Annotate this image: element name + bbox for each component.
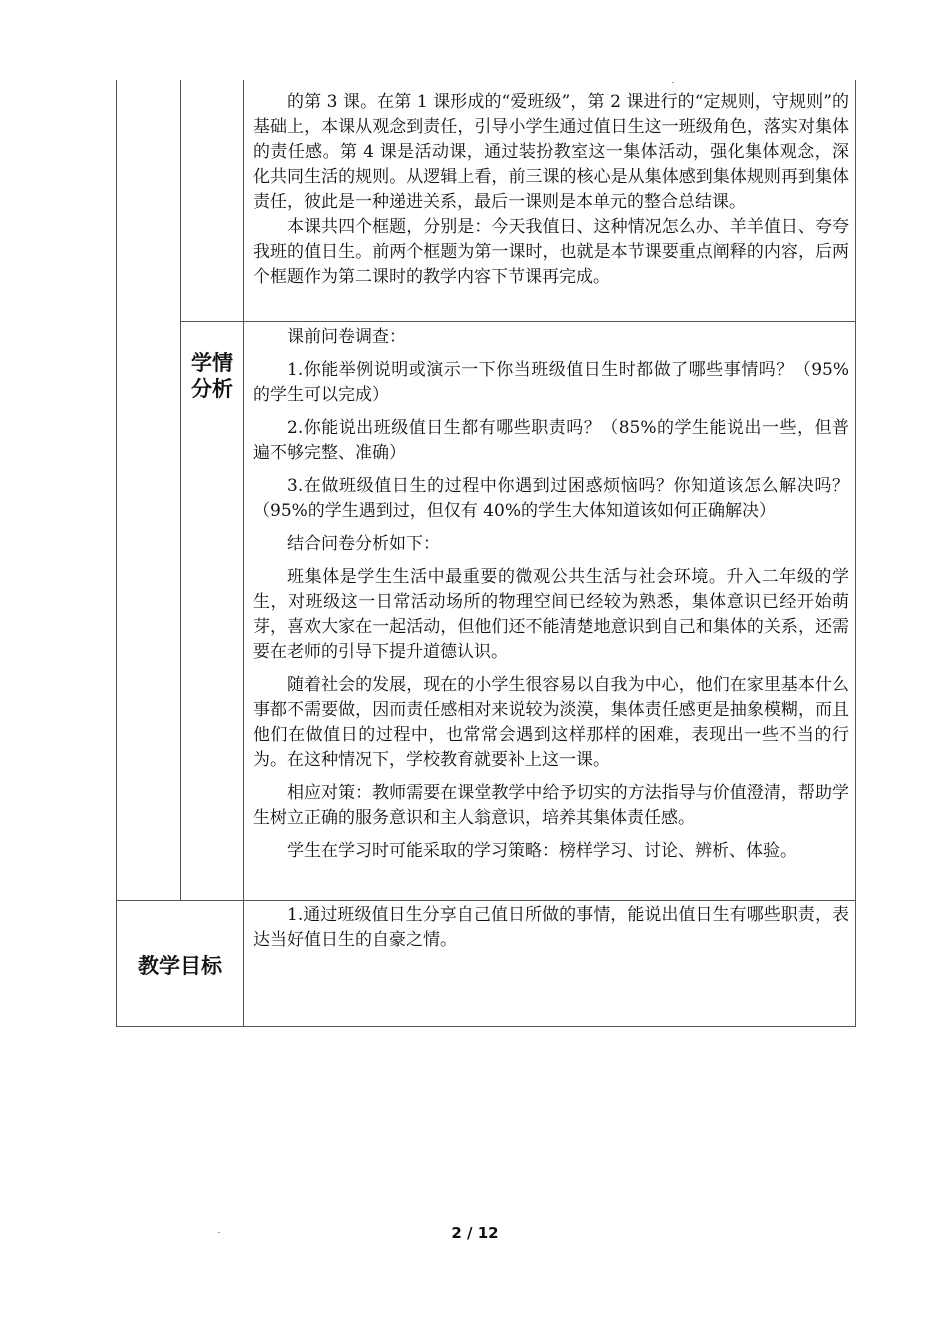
table-row-divider-1 <box>180 321 856 322</box>
analysis-paragraph: 课前问卷调查： <box>287 327 406 347</box>
table-border-left <box>116 80 117 1027</box>
analysis-paragraph: 学生在学习时可能采取的学习策略：榜样学习、讨论、辨析、体验。 <box>287 841 797 861</box>
top-paragraph: 本课共四个框题，分别是：今天我值日、这种情况怎么办、羊羊值日、夸夸我班的值日生。前两个框题为第一课时，也就是本节课要重点阐释的内容，后两个框题作为第二课时的教学内容下节课再完成。 <box>253 217 849 287</box>
table-row-divider-2 <box>116 900 856 901</box>
analysis-paragraph: 相应对策：教师需要在课堂教学中给予切实的方法指导与价值澄清，帮助学生树立正确的服务意识和主人翁意识，培养其集体责任感。 <box>253 783 849 828</box>
analysis-paragraph: 随着社会的发展，现在的小学生很容易以自我为中心，他们在家里基本什么事都不需要做，因而责任感相对来说较为淡漠，集体责任感更是抽象模糊，而且他们在做值日的过程中，也常常会遇到这样那样的困难，表现出一些不当的行为。在这种情况下，学校教育就要补上这一课。 <box>253 675 849 770</box>
scan-mark <box>672 82 674 83</box>
student-analysis-label-line2: 分析 <box>191 377 233 401</box>
goal-paragraph: 1.通过班级值日生分享自己值日所做的事情，能说出值日生有哪些职责，表达当好值日生的自豪之情。 <box>253 905 849 950</box>
top-paragraph: 的第 3 课。在第 1 课形成的“爱班级”，第 2 课进行的“定规则，守规则”的基础上，本课从观念到责任，引导小学生通过值日生这一班级角色，落实对集体的责任感。第 4 课是活动课，通过装扮教室这一集体活动，强化集体观念，深化共同生活的规则。从逻辑上看，前三课的核心是从集体感到集体规则再到集体责任，彼此是一种递进关系，最后一课则是本单元的整合总结课。 <box>253 92 849 212</box>
student-analysis-text <box>253 325 849 864</box>
teaching-goals-text <box>253 903 849 953</box>
page-number: 2 / 12 <box>451 1224 499 1242</box>
analysis-paragraph: 3.在做班级值日生的过程中你遇到过困惑烦恼吗？你知道该怎么解决吗？（95%的学生遇到过，但仅有 40%的学生大体知道该如何正确解决） <box>253 476 849 521</box>
table-border-inner-1 <box>180 80 181 900</box>
analysis-paragraph: 2.你能说出班级值日生都有哪些职责吗？（85%的学生能说出一些，但普遍不够完整、准确） <box>253 418 849 463</box>
table-border-inner-2 <box>243 80 244 1027</box>
analysis-paragraph: 1.你能举例说明或演示一下你当班级值日生时都做了哪些事情吗？（95%的学生可以完成） <box>253 360 849 405</box>
table-border-right <box>855 80 856 1027</box>
student-analysis-label-line1: 学情 <box>191 351 233 375</box>
table-border-bottom <box>116 1026 856 1027</box>
teaching-goals-label: 教学目标 <box>138 954 222 978</box>
top-block-text <box>253 90 849 290</box>
analysis-paragraph: 班集体是学生生活中最重要的微观公共生活与社会环境。升入二年级的学生，对班级这一日常活动场所的物理空间已经较为熟悉，集体意识已经开始萌芽，喜欢大家在一起活动，但他们还不能清楚地意识到自己和集体的关系，还需要在老师的引导下提升道德认识。 <box>253 567 849 662</box>
analysis-paragraph: 结合问卷分析如下： <box>287 534 440 554</box>
student-analysis-label <box>181 350 243 402</box>
